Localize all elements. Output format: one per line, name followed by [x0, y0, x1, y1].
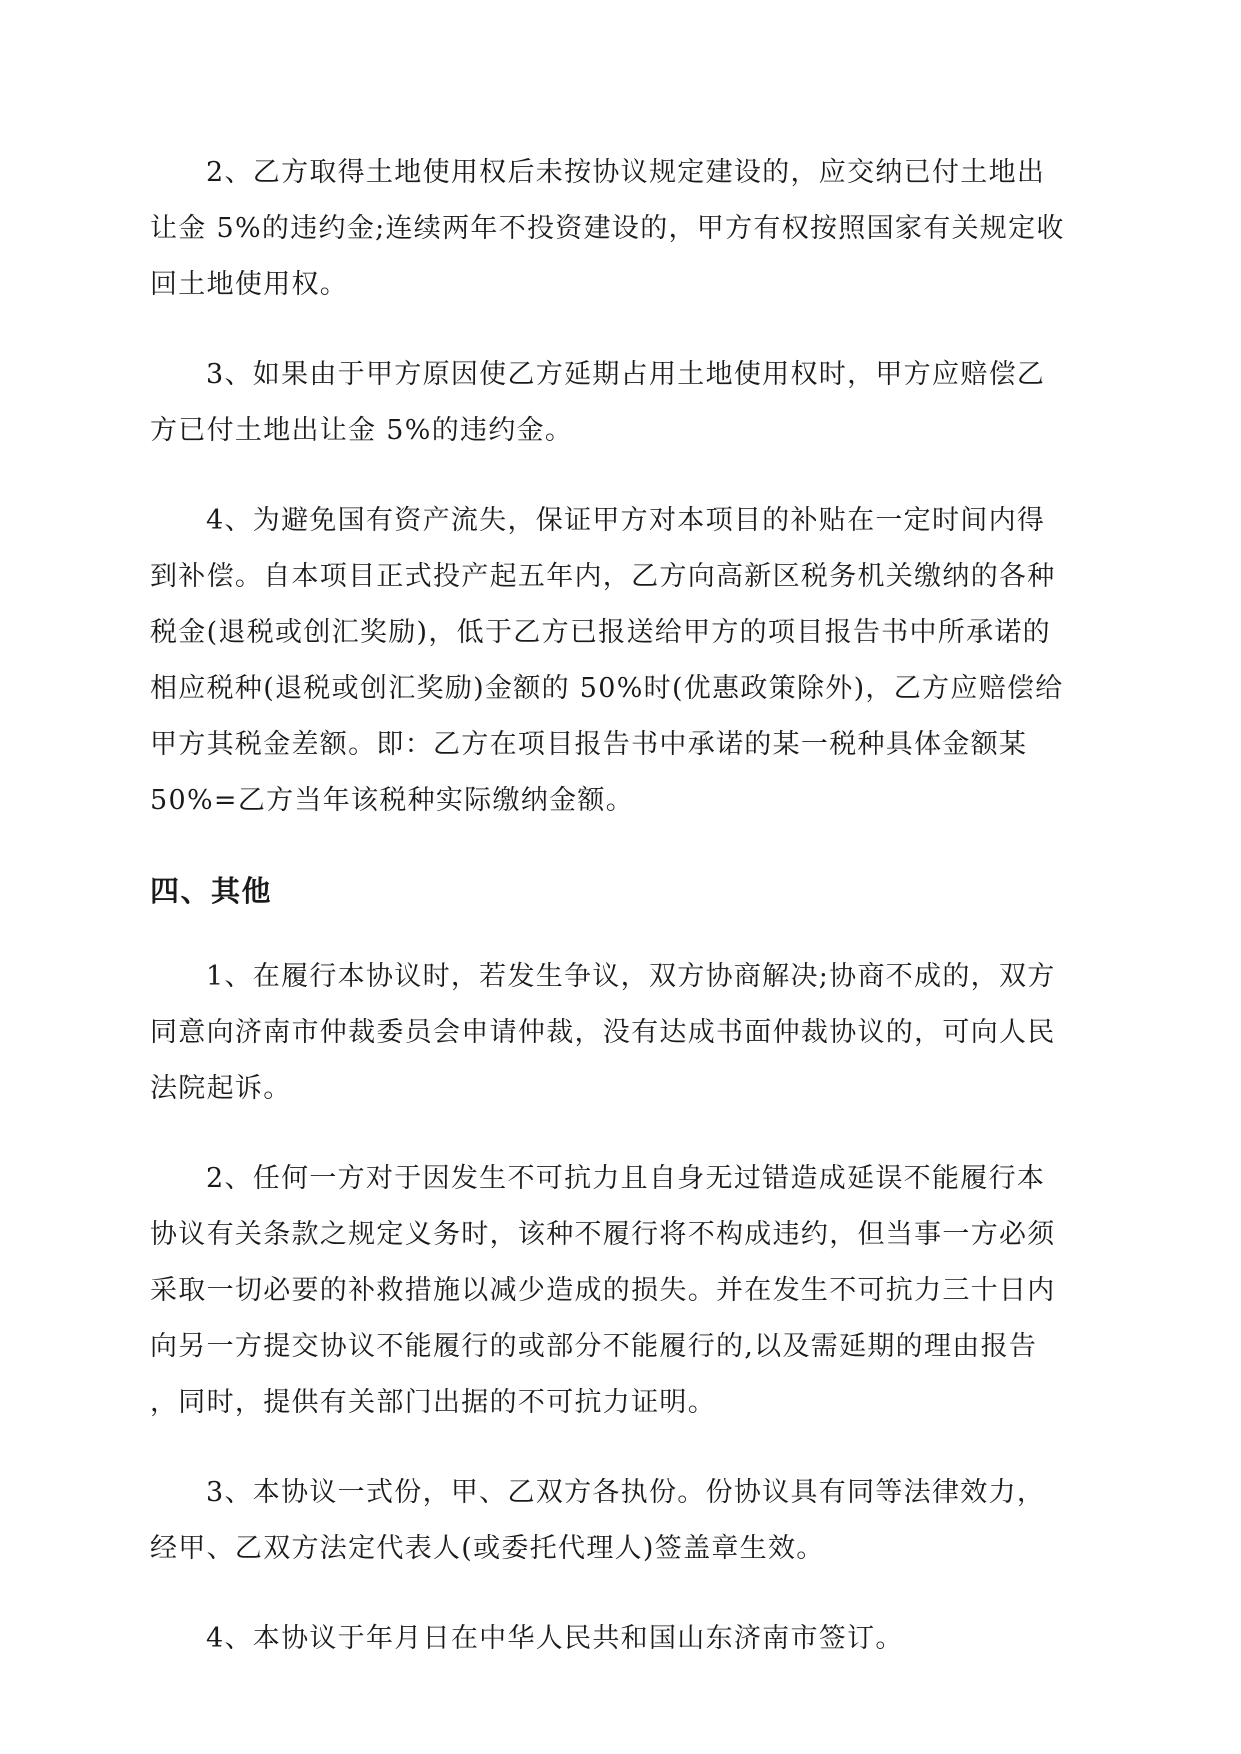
text-line: 2、乙方取得土地使用权后未按协议规定建设的，应交纳已付土地出	[206, 157, 1046, 188]
text-line: 1、在履行本协议时，若发生争议，双方协商解决;协商不成的，双方	[206, 961, 1056, 992]
text-line: 3、本协议一式份，甲、乙双方各执份。份协议具有同等法律效力，	[206, 1477, 1046, 1508]
text-line: 同意向济南市仲裁委员会申请仲裁，没有达成书面仲裁协议的，可向人民	[150, 1017, 1056, 1048]
clause-3-2	[150, 145, 1090, 313]
clause-4-1	[150, 949, 1090, 1117]
text-line: 回土地使用权。	[150, 269, 349, 300]
text-line: 2、任何一方对于因发生不可抗力且自身无过错造成延误不能履行本	[206, 1163, 1046, 1194]
text-line: 法院起诉。	[150, 1073, 292, 1104]
text-line: 50%=乙方当年该税种实际缴纳金额。	[150, 785, 635, 816]
clause-3-3	[150, 347, 1090, 459]
document-body	[150, 145, 1090, 1701]
text-line: 甲方其税金差额。即：乙方在项目报告书中承诺的某一税种具体金额某	[150, 729, 1028, 760]
text-line: 4、为避免国有资产流失，保证甲方对本项目的补贴在一定时间内得	[206, 505, 1046, 536]
clause-4-2	[150, 1151, 1090, 1431]
text-line: 税金(退税或创汇奖励)，低于乙方已报送给甲方的项目报告书中所承诺的	[150, 617, 1051, 648]
text-line: 采取一切必要的补救措施以减少造成的损失。并在发生不可抗力三十日内	[150, 1275, 1056, 1306]
clause-4-4	[150, 1611, 1090, 1667]
clause-4-3	[150, 1465, 1090, 1577]
text-line: 让金 5%的违约金;连续两年不投资建设的，甲方有权按照国家有关规定收	[150, 213, 1065, 244]
clause-3-4	[150, 493, 1090, 829]
text-line: ，同时，提供有关部门出据的不可抗力证明。	[150, 1387, 716, 1418]
text-line: 3、如果由于甲方原因使乙方延期占用土地使用权时，甲方应赔偿乙	[206, 359, 1046, 390]
text-line: 经甲、乙双方法定代表人(或委托代理人)签盖章生效。	[150, 1533, 825, 1564]
text-line: 4、本协议于年月日在中华人民共和国山东济南市签订。	[206, 1623, 904, 1654]
text-line: 协议有关条款之规定义务时，该种不履行将不构成违约，但当事一方必须	[150, 1219, 1056, 1250]
text-line: 到补偿。自本项目正式投产起五年内，乙方向高新区税务机关缴纳的各种	[150, 561, 1056, 592]
section-heading: 四、其他	[150, 874, 273, 908]
text-line: 向另一方提交协议不能履行的或部分不能履行的,以及需延期的理由报告	[150, 1331, 1038, 1362]
text-line: 方已付土地出让金 5%的违约金。	[150, 415, 574, 446]
text-line: 相应税种(退税或创汇奖励)金额的 50%时(优惠政策除外)，乙方应赔偿给	[150, 673, 1064, 704]
